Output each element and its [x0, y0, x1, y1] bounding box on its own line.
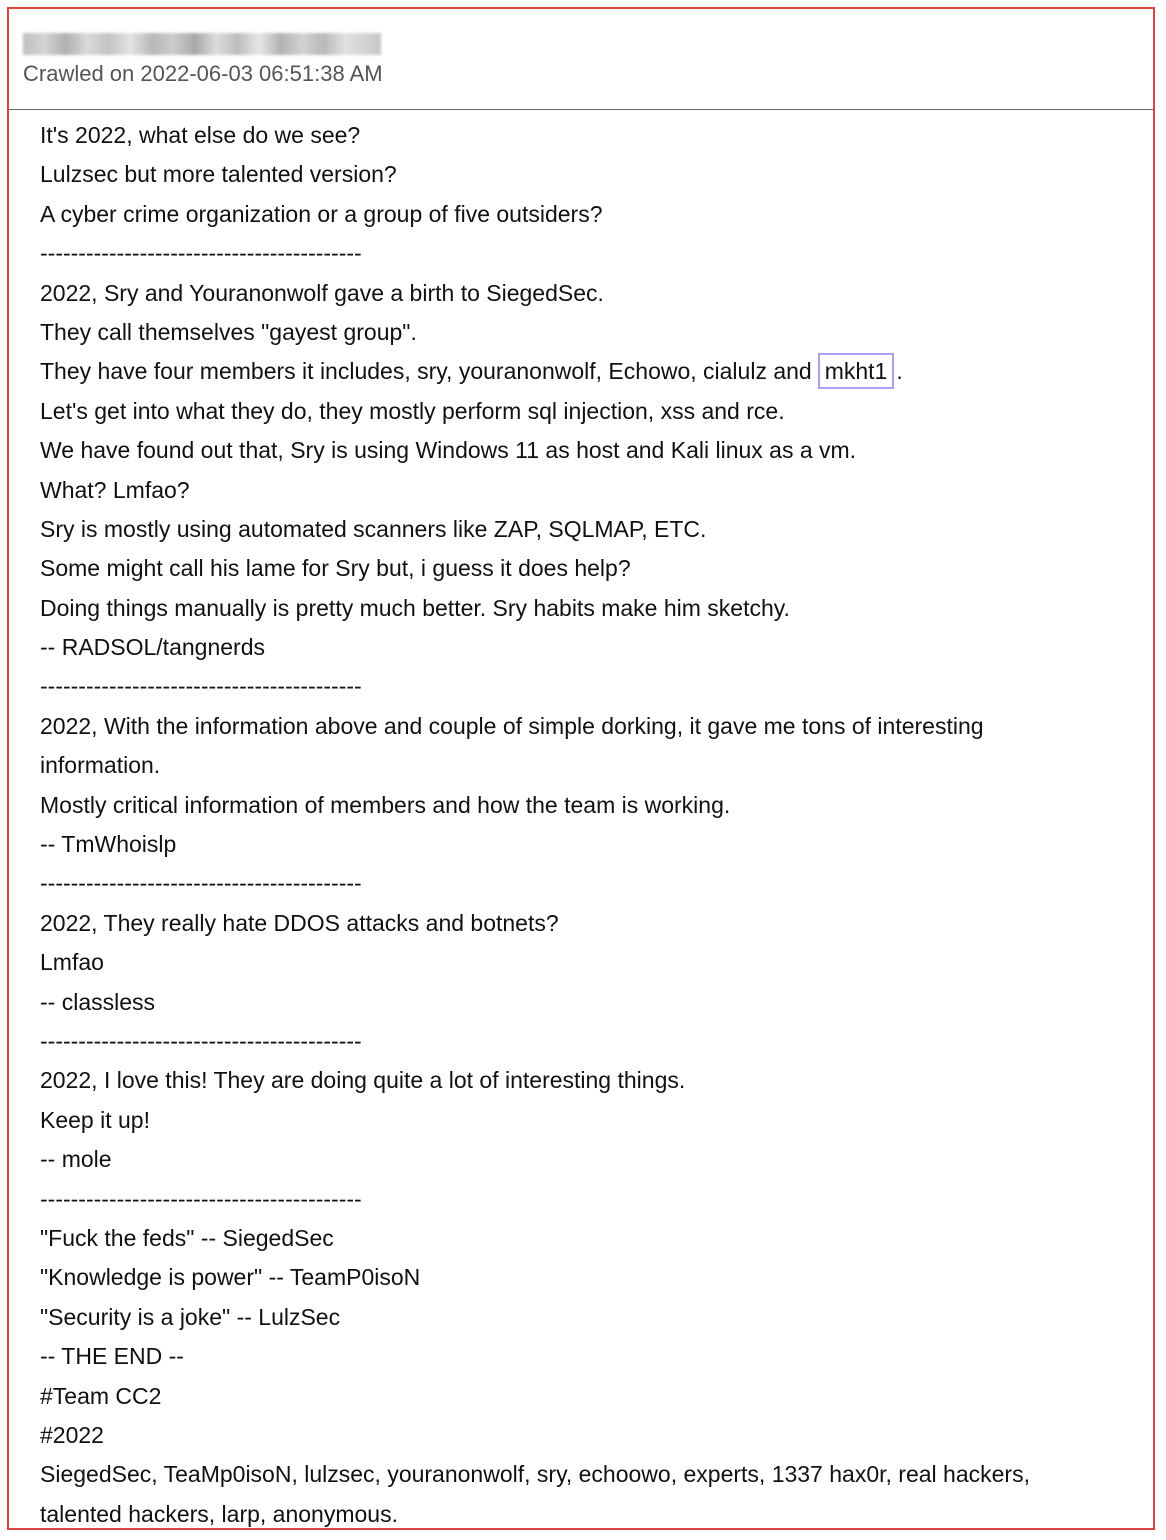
- text-line: Let's get into what they do, they mostly perform sql injection, xss and rce.: [40, 397, 785, 424]
- text-line: A cyber crime organization or a group of five outsiders?: [40, 200, 603, 227]
- text-line: It's 2022, what else do we see?: [40, 122, 361, 148]
- separator-line: ------------------------------------------: [40, 240, 362, 267]
- text-line: Doing things manually is pretty much better. Sry habits make him sketchy.: [40, 594, 790, 621]
- highlighted-name: mkht1: [818, 353, 895, 389]
- signature-line: -- mole: [40, 1146, 112, 1173]
- text-line: They call themselves "gayest group".: [40, 318, 417, 345]
- text-line: 2022, With the information above and couple of simple dorking, it gave me tons of interesting: [40, 712, 984, 739]
- separator-line: ------------------------------------------: [40, 1027, 362, 1054]
- quote-line: "Fuck the feds" -- SiegedSec: [40, 1224, 334, 1251]
- signature-line: -- RADSOL/tangnerds: [40, 634, 265, 661]
- text-line: What? Lmfao?: [40, 476, 190, 503]
- hashtag-line: #Team CC2: [40, 1382, 162, 1409]
- text-line: -- THE END --: [40, 1343, 184, 1370]
- text-line: 2022, I love this! They are doing quite a lot of interesting things.: [40, 1067, 686, 1094]
- signature-line: -- classless: [40, 988, 156, 1015]
- redacted-title: [23, 33, 381, 55]
- keywords-line: talented hackers, larp, anonymous.: [40, 1500, 398, 1527]
- text-line: Lulzsec but more talented version?: [40, 161, 397, 188]
- hashtag-line: #2022: [40, 1421, 104, 1448]
- post-frame: [7, 7, 1155, 1530]
- text-line: 2022, Sry and Youranonwolf gave a birth to SiegedSec.: [40, 279, 604, 306]
- text-line: Sry is mostly using automated scanners like ZAP, SQLMAP, ETC.: [40, 515, 707, 542]
- text-line: Mostly critical information of members and how the team is working.: [40, 791, 731, 818]
- text-line: Some might call his lame for Sry but, i guess it does help?: [40, 555, 631, 582]
- keywords-line: SiegedSec, TeaMp0isoN, lulzsec, youranonwolf, sry, echoowo, experts, 1337 hax0r, real hackers,: [40, 1461, 1030, 1488]
- post-header: [9, 9, 1153, 110]
- signature-line: -- TmWhoislp: [40, 831, 177, 858]
- members-trailing: .: [896, 358, 903, 385]
- quote-line: "Security is a joke" -- LulzSec: [40, 1303, 341, 1330]
- text-line: Lmfao: [40, 949, 104, 976]
- quote-line: "Knowledge is power" -- TeamP0isoN: [40, 1264, 421, 1291]
- separator-line: ------------------------------------------: [40, 1185, 362, 1212]
- members-line: [40, 352, 1130, 391]
- text-line: Keep it up!: [40, 1106, 150, 1133]
- crawl-timestamp: Crawled on 2022-06-03 06:51:38 AM: [23, 61, 383, 86]
- separator-line: ------------------------------------------: [40, 673, 362, 700]
- text-line: information.: [40, 752, 161, 779]
- separator-line: ------------------------------------------: [40, 870, 362, 897]
- text-line: 2022, They really hate DDOS attacks and botnets?: [40, 909, 559, 936]
- post-body: [40, 116, 1130, 1534]
- members-text: They have four members it includes, sry, youranonwolf, Echowo, cialulz and: [40, 358, 812, 385]
- text-line: We have found out that, Sry is using Windows 11 as host and Kali linux as a vm.: [40, 437, 857, 464]
